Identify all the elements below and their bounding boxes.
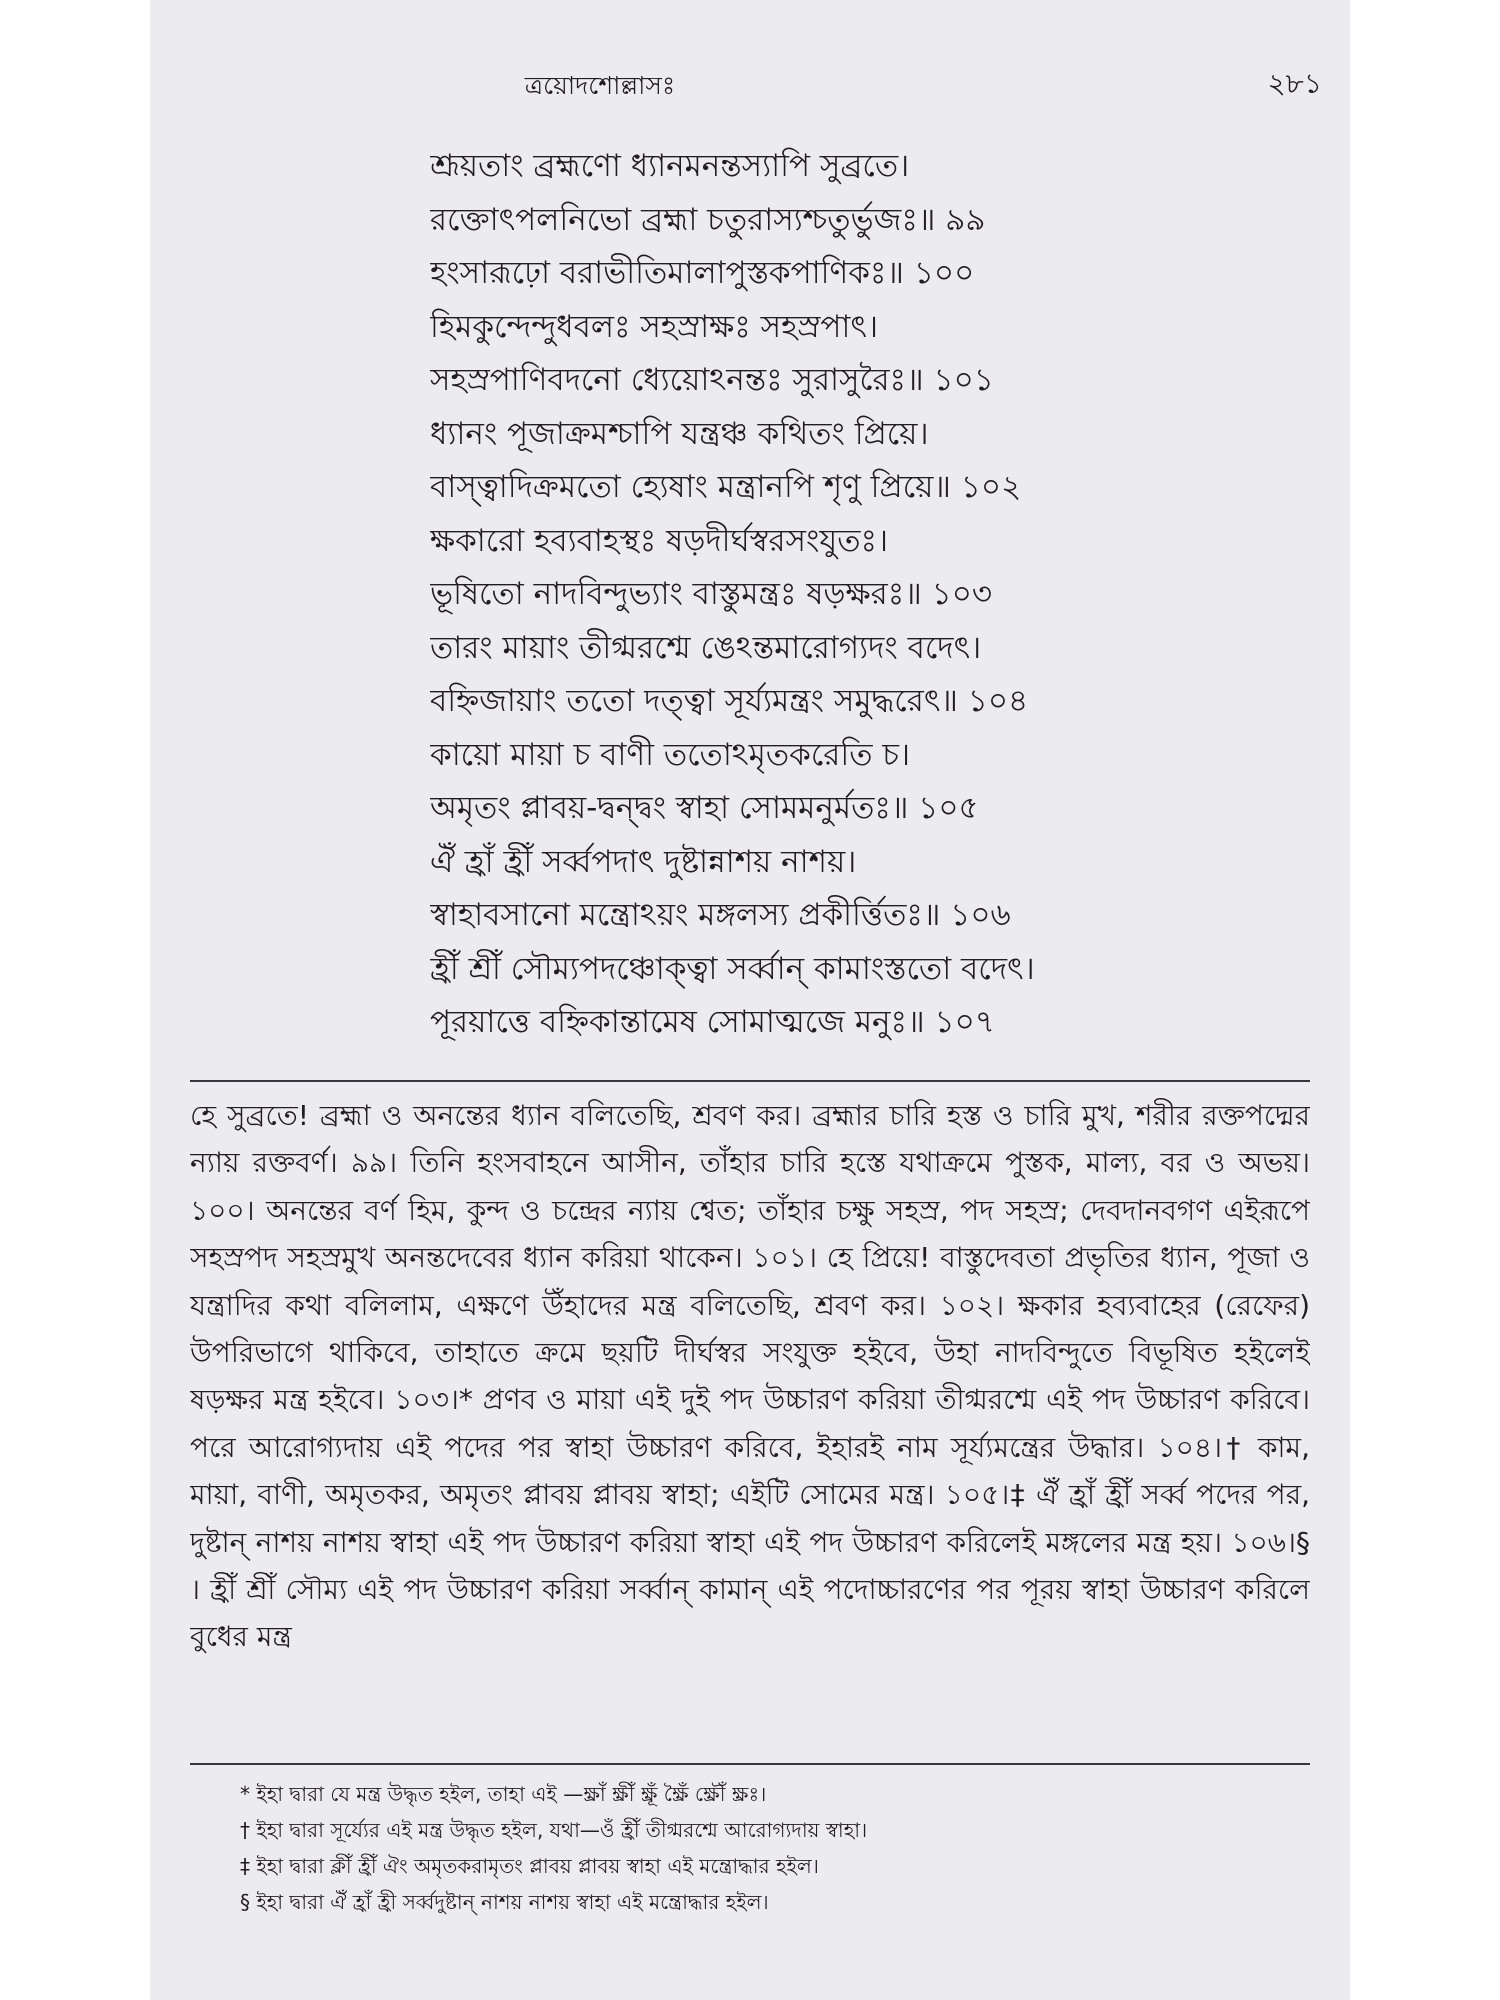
verse-line: হংসারূঢ়ো বরাভীতিমালাপুস্তকপাণিকঃ॥ ১০০: [430, 255, 975, 291]
verse-line: বাস্ত্বাদিক্রমতো হ্যেষাং মন্ত্রানপি শৃণু প্রিয়ে॥ ১০২: [430, 469, 1022, 505]
page-number: ২৮১: [1267, 67, 1322, 100]
verse-line: সহস্রপাণিবদনো ধ্যেয়োঽনন্তঃ সুরাসুরৈঃ॥ ১০১: [430, 362, 994, 398]
footnote: § ইহা দ্বারা ঐঁ হ্রাঁ হ্রী সর্ব্বদুষ্টান্ নাশয় নাশয় স্বাহা এই মন্ত্রোদ্ধার হইল।: [240, 1890, 769, 1914]
commentary-paragraph: হে সুব্রতে! ব্রহ্মা ও অনন্তের ধ্যান বলিতেছি, শ্রবণ কর। ব্রহ্মার চারি হস্ত ও চারি মুখ, শরীর রক্তপদ্মের ন্যায় রক্তবর্ণ। ৯৯। তিনি হংসবাহনে আসীন, তাঁহার চারি হস্তে যথাক্রমে পুস্তক, মাল্য, বর ও অভয়। ১০০। অনন্তের বর্ণ হিম, কুন্দ ও চন্দ্রের ন্যায় শ্বেত; তাঁহার চক্ষু সহস্র, পদ সহস্র; দেবদানবগণ এইরূপে সহস্রপদ সহস্রমুখ অনন্তদেবের ধ্যান করিয়া থাকেন। ১০১। হে প্রিয়ে! বাস্তুদেবতা প্রভৃতির ধ্যান, পূজা ও যন্ত্রাদির কথা বলিলাম, এক্ষণে উঁহাদের মন্ত্র বলিতেছি, শ্রবণ কর। ১০২। ক্ষকার হব্যবাহের (রেফের) উপরিভাগে থাকিবে, তাহাতে ক্রমে ছয়টি দীর্ঘস্বর সংযুক্ত হইবে, উহা নাদবিন্দুতে বিভূষিত হইলেই ষড়ক্ষর মন্ত্র হইবে। ১০৩।* প্রণব ও মায়া এই দুই পদ উচ্চারণ করিয়া তীগ্মরশ্মে এই পদ উচ্চারণ করিবে। পরে আরোগ্যদায় এই পদের পর স্বাহা উচ্চারণ করিবে, ইহারই নাম সূর্য্যমন্ত্রের উদ্ধার। ১০৪।† কাম, মায়া, বাণী, অমৃতকর, অমৃতং প্লাবয় প্লাবয় স্বাহা; এইটি সোমের মন্ত্র। ১০৫।‡ ঐঁ হ্রাঁ হ্রীঁ সর্ব্ব পদের পর, দুষ্টান্ নাশয় নাশয় স্বাহা এই পদ উচ্চারণ করিয়া স্বাহা এই পদ উচ্চারণ করিলেই মঙ্গলের মন্ত্র হয়। ১০৬।§ । হ্রীঁ শ্রীঁ সৌম্য এই পদ উচ্চারণ করিয়া সর্ব্বান্ কামান্ এই পদোচ্চারণের পর পূরয় স্বাহা উচ্চারণ করিলে বুধের মন্ত্র: [190, 1099, 1310, 1654]
verse-line: পূরয়াত্তে বহ্নিকান্তামেষ সোমাত্মজে মনুঃ॥ ১০৭: [430, 1004, 995, 1040]
footnote: ‡ ইহা দ্বারা ক্লীঁ হ্রীঁ ঐং অমৃতকরামৃতং প্লাবয় প্লাবয় স্বাহা এই মন্ত্রোদ্ধার হইল।: [240, 1854, 819, 1878]
footnote: * ইহা দ্বারা যে মন্ত্র উদ্ধৃত হইল, তাহা এই —ক্ষ্রাঁ ক্ষ্রীঁ ক্ষ্রূঁ ক্ষ্রৈঁ ক্ষ্রৌঁ ক্ষ্রঃ।: [240, 1782, 767, 1806]
verse-line: হিমকুন্দেন্দুধবলঃ সহস্রাক্ষঃ সহস্রপাৎ।: [430, 308, 879, 345]
verse-line: ক্ষকারো হব্যবাহস্থঃ ষড়দীর্ঘস্বরসংযুতঃ।: [430, 522, 889, 559]
verse-line: কায়ো মায়া চ বাণী ততোঽমৃতকরেতি চ।: [430, 736, 911, 773]
verse-line: হ্রীঁ শ্রীঁ সৌম্যপদঞ্চোক্ত্বা সর্ব্বান্ কামাংস্ততো বদেৎ।: [430, 950, 1035, 987]
book-page: [150, 0, 1350, 2000]
verse-line: অমৃতং প্লাবয়-দ্বন্দ্বং স্বাহা সোমমনুর্মতঃ॥ ১০৫: [430, 790, 979, 826]
footnote-divider: [190, 1763, 1310, 1765]
verse-line: শ্রূয়তাং ব্রহ্মণো ধ্যানমনন্তস্যাপি সুব্রতে।: [430, 148, 910, 184]
verse-line: স্বাহাবসানো মন্ত্রোঽয়ং মঙ্গলস্য প্রকীর্ত্তিতঃ॥ ১০৬: [430, 897, 1011, 933]
verse-line: বহ্নিজায়াং ততো দত্ত্বা সূর্য্যমন্ত্রং সমুদ্ধরেৎ॥ ১০৪: [430, 683, 1029, 719]
verse-line: ঐঁ হ্রাঁ হ্রীঁ সর্ব্বপদাৎ দুষ্টান্নাশয় নাশয়।: [430, 843, 857, 880]
footnote: † ইহা দ্বারা সূর্য্যের এই মন্ত্র উদ্ধৃত হইল, যথা—ওঁ হ্রীঁ তীগ্মরশ্মে আরোগ্যদায় স্বাহা।: [240, 1818, 868, 1842]
section-divider: [190, 1080, 1310, 1082]
running-head: ত্রয়োদশোল্লাসঃ: [524, 71, 676, 100]
verse-line: ধ্যানং পূজাক্রমশ্চাপি যন্ত্রঞ্চ কথিতং প্রিয়ে।: [430, 415, 929, 452]
verse-line: তারং মায়াং তীগ্মরশ্মে ঙেঽন্তমারোগ্যদং বদেৎ।: [430, 629, 982, 666]
verse-line: রক্তোৎপলনিভো ব্রহ্মা চতুরাস্যশ্চতুর্ভুজঃ॥ ৯৯: [430, 201, 986, 238]
verse-block: [430, 140, 1300, 1050]
footnotes: [240, 1776, 1310, 1920]
verse-line: ভূষিতো নাদবিন্দুভ্যাং বাস্তুমন্ত্রঃ ষড়ক্ষরঃ॥ ১০৩: [430, 576, 993, 612]
page-header: [150, 60, 1350, 100]
